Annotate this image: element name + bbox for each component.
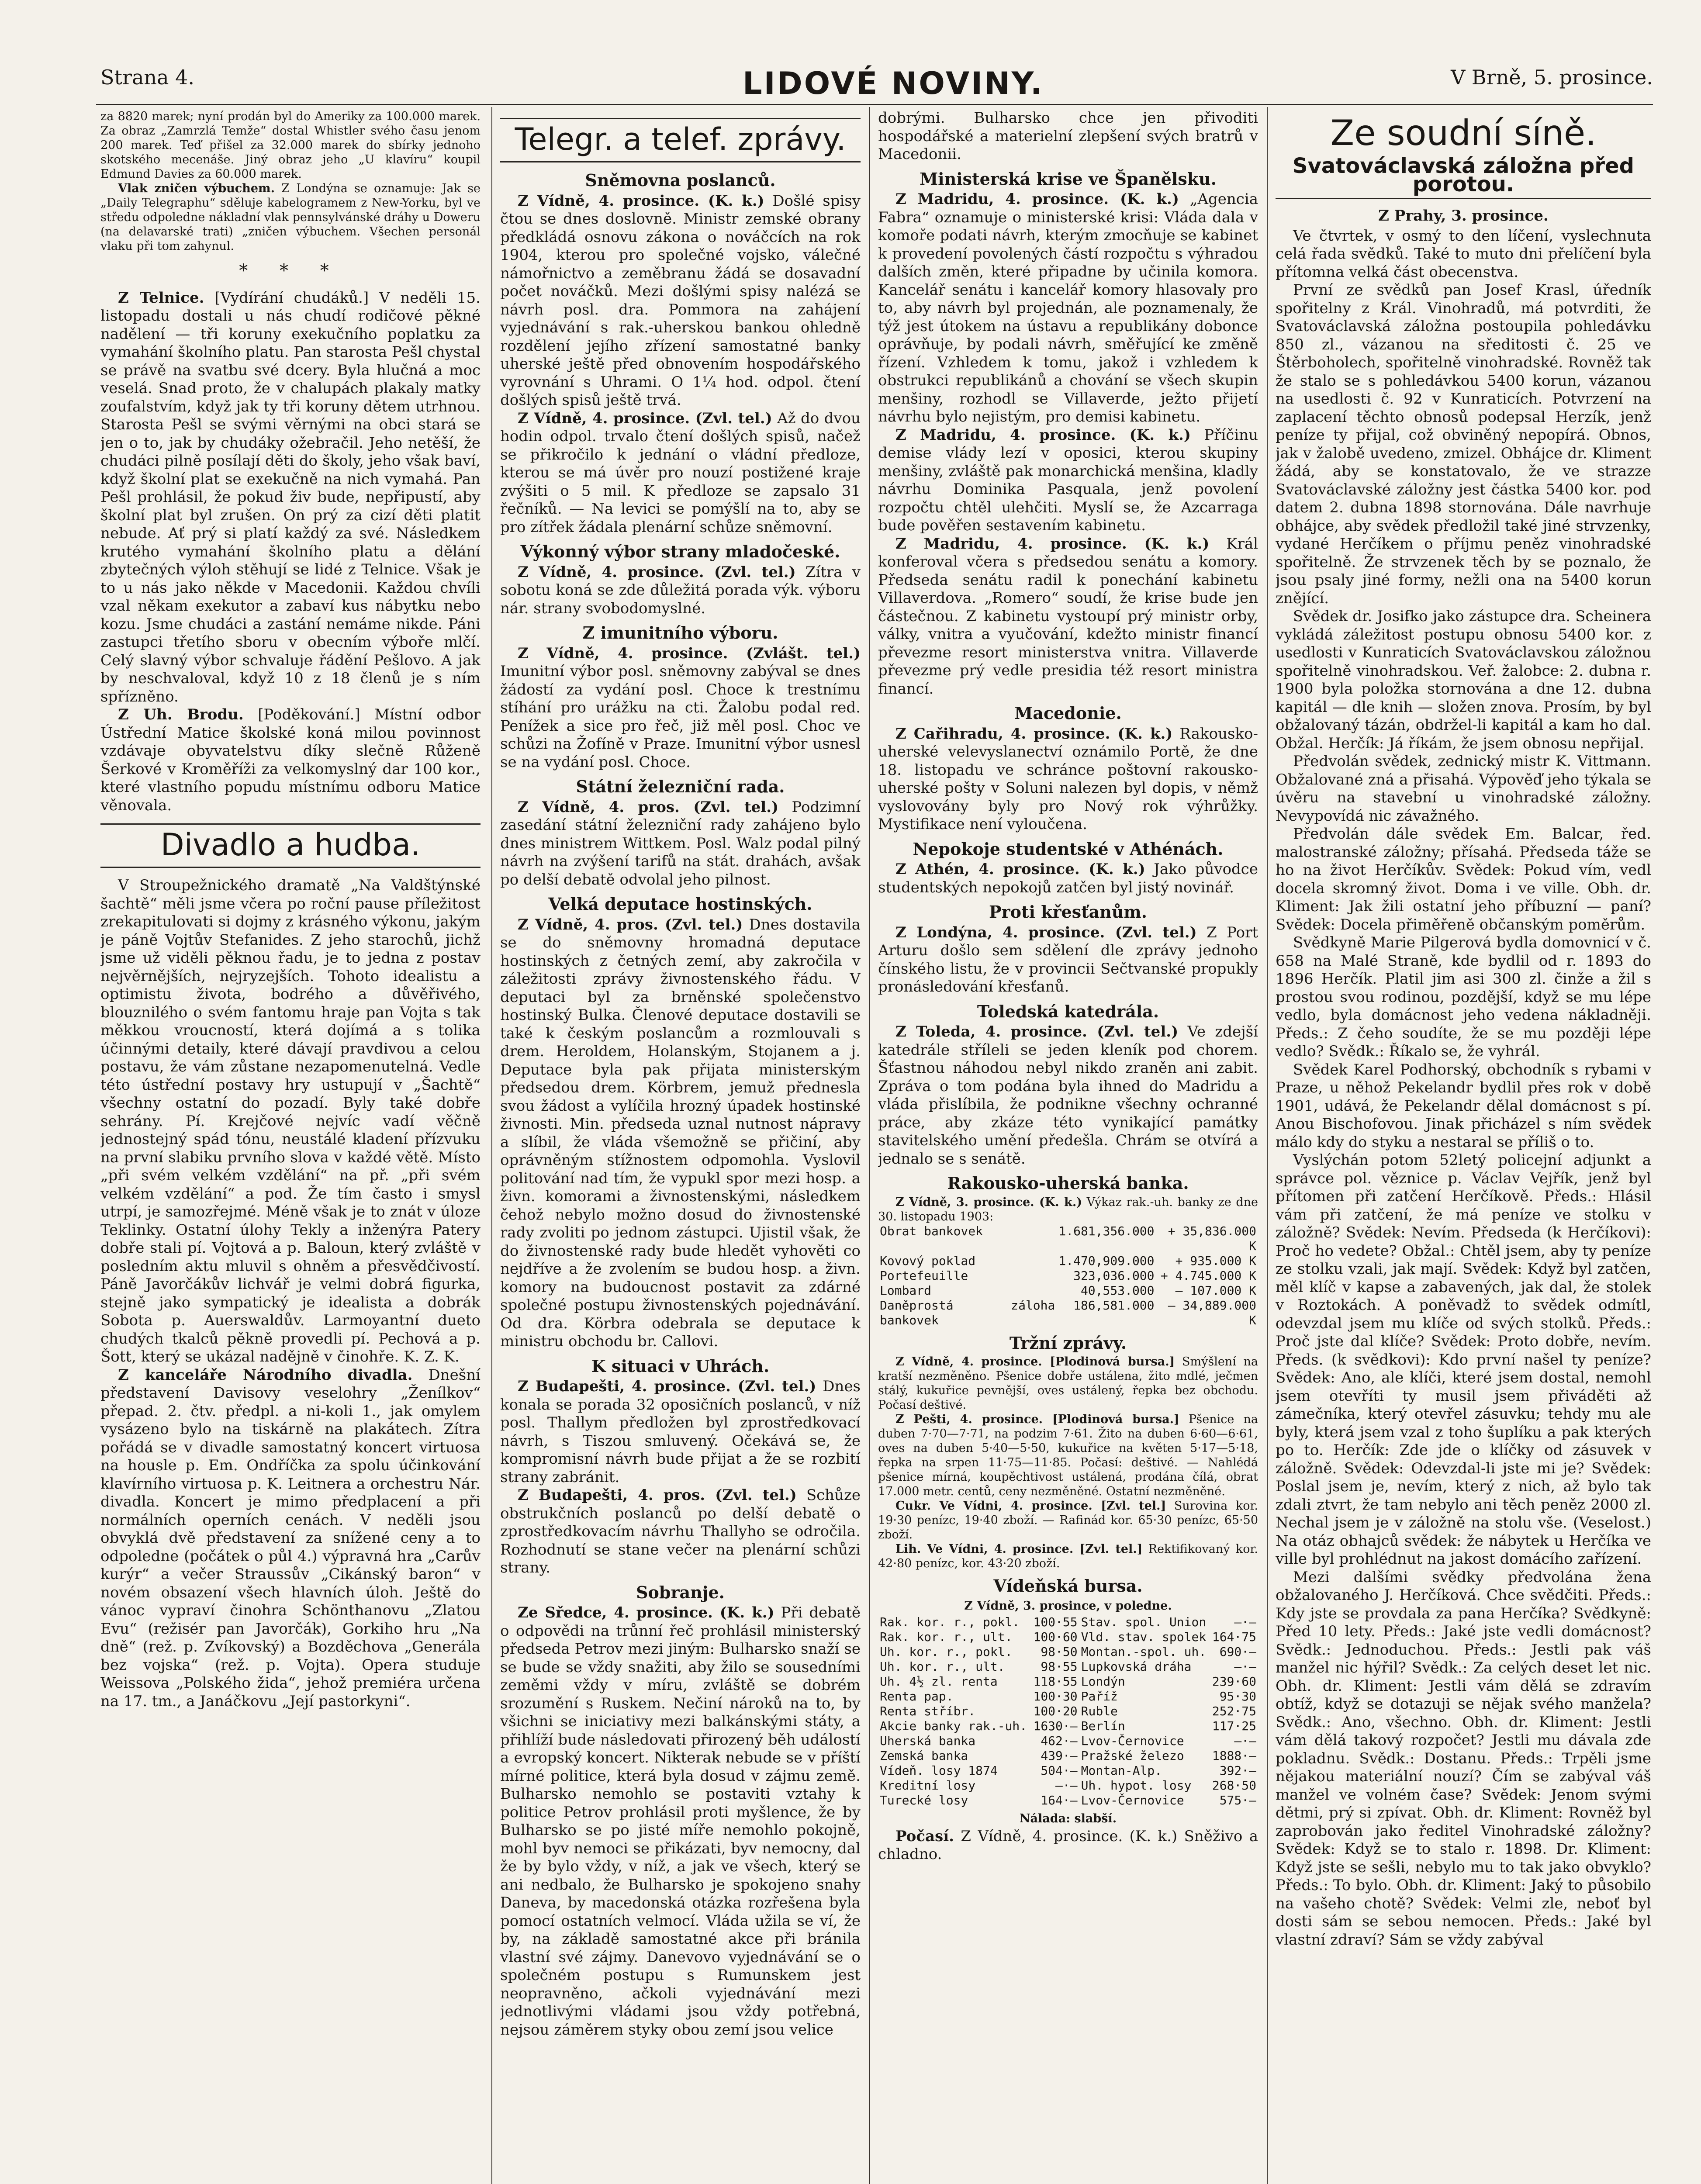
article-text bbox=[500, 1604, 861, 2039]
article-heading: Macedonie. bbox=[1014, 703, 1122, 723]
dateline: Z Vídně, 4. prosince. (Zvl. tel.) bbox=[518, 563, 796, 581]
dateline: Z Madridu, 4. prosince. (K. k.) bbox=[895, 190, 1179, 208]
article-text bbox=[100, 289, 481, 706]
article-heading: Výkonný výbor strany mladočeské. bbox=[520, 542, 840, 561]
column-2 bbox=[500, 109, 861, 2184]
section-title-court: Ze soudní síně. bbox=[1330, 113, 1597, 153]
table-cell: Renta stříbr. bbox=[880, 1704, 976, 1718]
table-cell: Portefeuille bbox=[880, 1268, 968, 1283]
article-text: Ve čtvrtek, v osmý to den líčení, vyslechnuta celá řada svědků. Také to muto dni přelíčení byla přítomna velká část obecenstva. bbox=[1276, 227, 1651, 281]
table-cell: Lupkovská dráha bbox=[1081, 1659, 1192, 1674]
table-cell: 100·60 bbox=[1033, 1629, 1078, 1644]
table-cell: 95·30 bbox=[1219, 1689, 1256, 1704]
table-cell: Kreditní losy bbox=[880, 1778, 976, 1793]
article-text bbox=[878, 426, 1258, 535]
dateline: Z Budapešti, 4. pros. (Zvl. tel.) bbox=[518, 1486, 797, 1504]
table-row bbox=[878, 1645, 1258, 1659]
column-divider bbox=[869, 107, 870, 2184]
article-heading: Státní železniční rada. bbox=[576, 777, 785, 796]
article-text bbox=[100, 1366, 481, 1711]
article-text bbox=[500, 563, 861, 618]
article-body: Rektifikovaný kor. 42·80 penízc, kor. 43·20 zboží. bbox=[878, 1542, 1258, 1570]
article-text: První ze svědků pan Josef Krasl, úředník spořitelny z Král. Vinohradů, má potvrditi, že Svatováclavská záložna postoupila pohledávku 850 zl., vázanou na sředitosti č. 25 ve Štěrboholech, spořitelně vinohradské. Rovněž tak že stalo se s pohledávkou 5400 korun, vázanou na usedlosti č. 92 v Kunraticích. Potvrzení na zaplacení těchto obnosů podepsal Herzík, jenž peníze ty přijal, což obviněný nepopírá. Obnos, jak v žalobě uvedeno, zmizel. Obhájce dr. Kliment žádá, aby se konstatovalo, že ve strazze Svatováclavské záložny jest částka 5400 kor. pod datem 2. dubna 1898 stornována. Dále navrhuje obhájce, aby svědek předložil také jiné strvzenky, vydané Herčíkem o příjmu peněz vinohradské spořitelně. Že strvzenek těch by se poznalo, že jsou psaly jiné formy, nežli ona na 5400 korun znějící. bbox=[1276, 281, 1651, 607]
table-cell: 118·55 bbox=[1033, 1674, 1078, 1689]
article-body: Dnes konala se porada 32 oposičních poslanců, v níž posl. Thallym předložen byl zprostředkovací návrh, s Tiszou smluvený. Očekává se, že kompromisní návrh bude přijat a že se rozbití strany zabránit. bbox=[500, 1378, 861, 1486]
article-body: Ve zdejší katedrále stříleli se jeden kleník pod chorem. Šťastnou náhodou nebyl nikdo zraněn ani zabit. Zpráva o tom podána byla ihned do Madridu a vláda přislíbila, že podnikne všechny ochranné práce, aby zkáze této vynikající památky stavitelského umění předešla. Chrám se otvírá a jednalo se s senátě. bbox=[878, 1023, 1258, 1168]
table-cell: —·— bbox=[1055, 1778, 1078, 1793]
table-cell: Turecké losy bbox=[880, 1793, 968, 1807]
article-heading: Vlak zničen výbuchem. bbox=[118, 182, 275, 195]
dateline: Z Vídně, 3. prosince. (K. k.) bbox=[895, 1195, 1082, 1209]
dateline: Z Londýna, 4. prosince. (Zvl. tel.) bbox=[895, 923, 1197, 941]
article-heading: Ministerská krise ve Španělsku. bbox=[920, 169, 1217, 189]
dateline: Z Cařihradu, 4. prosince. (K. k.) bbox=[895, 725, 1173, 743]
article-body: Dnes dostavila se do sněmovny hromadná deputace hostinských z četných zemí, aby zakročila v záležitosti zprávy živnostenského řádu. V deputaci byl za brněnské společenstvo hostinský Bulka. Členové deputace dostavili se také k českým poslancům a rozmlouvali s drem. Heroldem, Holanským, Stojanem a j. Deputace byla pak přijata ministerským předsedou drem. Körbrem, jemuž přednesla svou žádost a vylíčila hrozný úpadek hostinské živnosti. Min. předseda uznal nutnost nápravy a slíbil, že vláda všemožně se přičiní, aby oprávněným stížnostem odpomohla. Vyslovil politování nad tím, že vypukl spor mezi hosp. a živn. komorami a živnostenskými, následkem čehož nebylo možno dosud do živnostenské rady zvoliti po jednom zástupci. Ujistil však, že do živnostenské rady bude hledět vyhověti co nejdříve a že zvolením se budou hosp. a živn. komory na budoucnost postavit za zdárné společné postupu živnostenských pojednávání. Od dra. Körbra odebrala se deputace k ministru obchodu br. Callovi. bbox=[500, 916, 861, 1350]
article-text: Svědkyně Marie Pilgerová bydla domovnicí v č. 658 na Malé Straně, kde bydlil od r. 1893 do 1896 Herčík. Platil jim asi 300 zl. činže a žil s prostou svou rodinou, pozdější, když se mu lépe vedlo, byla domácnost jeho vedena nákladněji. Předs.: Z čeho soudíte, že se mu později lépe vedlo? Svědk.: Říkalo se, že vyhrál. bbox=[1276, 934, 1651, 1060]
table-cell: Montan.-spol. uh. bbox=[1081, 1644, 1207, 1659]
article-text bbox=[500, 1486, 861, 1577]
table-cell: Kovový poklad bbox=[880, 1253, 976, 1268]
dateline: Z Budapešti, 4. prosince. (Zvl. tel.) bbox=[518, 1378, 816, 1395]
article-heading: Svatováclavská záložna před porotou. bbox=[1276, 157, 1651, 199]
table-row bbox=[878, 1778, 1258, 1793]
issue-date: V Brně, 5. prosince. bbox=[1451, 66, 1653, 89]
dateline: Z Vídně, 4. prosince. (Zvl. tel.) bbox=[518, 409, 772, 427]
article-heading: Z Uh. Brodu. bbox=[118, 706, 244, 723]
article-body: Rakousko-uherské velevyslanectví oznámilo Portě, že dne 18. listopadu ve schránce poštovní rakousko-uherské pošty v Soluni nalezen byl dopis, v němž vyslovovány byly pro Nový rok výhrůžky. Mystifikace není vyloučena. bbox=[878, 725, 1258, 833]
header-rule bbox=[96, 104, 1653, 105]
table-cell: + 4.745.000 K bbox=[1160, 1268, 1256, 1283]
article-body: Schůze obstrukčních poslanců po delší debatě o zprostředkovacím návrhu Thallyho se odročila. Rozhodnutí se stane večer na plenární schůzi strany. bbox=[500, 1486, 861, 1576]
article-text bbox=[500, 916, 861, 1351]
table-cell: Rak. kor. r., pokl. bbox=[880, 1614, 1020, 1629]
table-row bbox=[878, 1793, 1258, 1808]
table-cell: 252·75 bbox=[1212, 1704, 1256, 1718]
article-text: V Stroupežnického dramatě „Na Valdštýnské šachtě“ měli jsme včera po roční pause příležitost zrekapitulovati si dojmy z krásného výkonu, jakým je páně Vojtův Stefanides. Z jeho starochů, jichž jsme už viděli pěknou řadu, je to jedna z postav nejvěrnějších, nejryzejších. Tohoto idealistu a optimistu života, bodrého a důvěřivého, blouznilého o svém fantomu hraje pan Vojta s tak měkkou vroucností, která dojímá a s tolika účinnými detaily, které dávají pravdivou a celou postavu, že vám zůstane nezapomenutelná. Vedle této ústřední postavy hry ustupují v „Šachtě“ všechny ostatní do pozadí. Byly také dobře sehrány. Pí. Krejčové nejvíc vadí věčně jednostejný spád tónu, neustálé kladení přízvuku na první slabiku prvního slova v každé větě. Místo „při svém velkém vzdělání“ na př. „při svém velkém vzdělání“ a pod. Že tím často i smysl utrpí, je samozřejmé. Méně však je to znát v úloze Teklinky. Ostatní úlohy Tekly a inženýra Patery dobře stali pí. Vojtová a p. Baloun, který zvláště v posledním aktu mluvil s ohněm a přesvědčivostí. Páně Javorčákův lichvář je velmi dobrá figurka, stejně jako sympatický je idealista a dobrák Sobota p. Auerswaldův. Larmoyantní dueto chudých tkalců pěkně provedli pí. Pechová a p. Šott, který se ukázal nadějně v činohře. K. Z. K. bbox=[100, 877, 481, 1365]
column-divider bbox=[491, 107, 492, 2184]
table-cell: 117·25 bbox=[1212, 1718, 1256, 1733]
table-row bbox=[878, 1298, 1258, 1328]
article-text: za 8820 marek; nyní prodán byl do Ameriky za 100.000 marek. Za obraz „Zamrzlá Temže“ dostal Whistler svého času jenom 200 marek. Teď přišel za 32.000 marek do sbírky jednoho skotského mecenáše. Jiný obraz jeho „U klavíru“ koupil Edmund Davies za 60.000 marek. bbox=[100, 110, 481, 181]
article-body: Smýšlení na kratší nezměněno. Pšenice dobře ustálena, žito mdlé, ječmen stálý, kukuřice pevnější, oves ustálený, řepka bez obchodu. Počasí deštivé. bbox=[878, 1355, 1258, 1412]
column-4 bbox=[1276, 109, 1651, 2184]
dateline: Z Madridu, 4. prosince. (K. k.) bbox=[895, 535, 1210, 553]
article-text: dobrými. Bulharsko chce jen přivoditi hospodářské a materielní zlepšení svých bratrů v Macedonii. bbox=[878, 109, 1258, 163]
table-cell: Renta pap. bbox=[880, 1689, 954, 1704]
table-cell: + 35,836.000 K bbox=[1168, 1223, 1256, 1253]
table-row bbox=[878, 1659, 1258, 1674]
dateline: Z Vídně, 4. pros. (Zvl. tel.) bbox=[518, 798, 779, 816]
article-heading: Počasí. bbox=[895, 1827, 954, 1845]
page-header bbox=[0, 0, 1701, 105]
article-heading: Sněmovna poslanců. bbox=[585, 170, 776, 190]
article-text bbox=[100, 706, 481, 815]
article-heading: Z Telnice. bbox=[118, 289, 204, 307]
article-text bbox=[878, 1828, 1258, 1864]
article-heading: Velká deputace hostinských. bbox=[548, 894, 812, 914]
table-cell: Zemská banka bbox=[880, 1748, 968, 1763]
table-cell: —·— bbox=[1234, 1614, 1256, 1629]
table-row bbox=[878, 1268, 1258, 1283]
table-cell: Uherská banka bbox=[880, 1733, 976, 1748]
table-cell: Obrat bankovek bbox=[880, 1223, 983, 1238]
article-body: Až do dvou hodin odpol. trvalo čtení došlých spisů, načež se přikročilo k jednání o vládní předloze, kterou se má úvěr pro nouzí postižené kraje zvýšiti o 5 mil. K předloze se zapsalo 31 řečníků. — Na levici se pomýšlí na to, aby se pro zítřek žádala plenární schůze sněmovní. bbox=[500, 409, 861, 536]
table-cell: Lombard bbox=[880, 1283, 932, 1298]
article-text bbox=[878, 1195, 1258, 1224]
dateline: Z Prahy, 3. prosince. bbox=[1378, 207, 1549, 225]
column-3 bbox=[878, 109, 1258, 2184]
article-text: Mezi dalšími svědky předvolána žena obžalovaného J. Herčíková. Chce svědčiti. Předs.: Kdy jste se provdala za pana Herčíka? Svědkyně: Před 10 lety. Předs.: Jaké jste vedli domácnost? Svědk.: Jednoduchou. Předs.: Jestli pak váš manžel nic hýřil? Svědk.: Za celých deset let nic. Obh. dr. Kliment: Jestli vám dělá se zdravím obtíž, když se dotazuji se nějak svého manžela? Svědk.: Ano, všechno. Obh. dr. Kliment: Jestli vám dělá takový rozpočet? Jestli mu dávala zde pokladnu. Svědk.: Dostanu. Předs.: Trpěli jsme nějakou materiální nouzí? Čím se zabýval váš manžel ve volném čase? Svědek: Jenom svými dětmi, prý si zpívat. Obh. dr. Kliment: Rovněž byl zaprobován jako ředitel Vinohradské záložny? Svědek: Když se to stalo r. 1898. Dr. Kliment: Když jste se sešli, nebylo mu to tak jako obvyklo? Předs.: To bylo. Obh. dr. Kliment: Jaký to působilo na vašeho chotě? Svědek: Velmi zle, neboť byl dosti sám se sebou nemocen. Předs.: Jaké byl vlastní zdraví? Sám se vždy zabýval bbox=[1276, 1568, 1651, 1949]
article-heading: Nepokoje studentské v Athénách. bbox=[913, 839, 1224, 859]
article-body: Z Port Arturu došlo sem sdělení dle zprávy jednoho čínského listu, že v provincii Sečtvanské propukly pronásledování křesťanů. bbox=[878, 923, 1258, 995]
article-text: Předvolán svědek, zednický mistr K. Vittmann. Obžalované zná a přisahá. Výpověď jeho týkala se úvěru na stavební u vinohradské záložny. Nevypovídá nic závažného. bbox=[1276, 753, 1651, 825]
table-cell: Vld. stav. spolek bbox=[1081, 1629, 1207, 1644]
article-body: [Vydírání chudáků.] V neděli 15. listopadu dostali u nás chudí rodičové pěkné nadělení — tři koruny exekučního poplatku za vymahání školního platu. Pan starosta Pešl chystal se právě na svatbu své dcery. Byla hlučná a moc veselá. Snad proto, že v chalupách plakaly matky zoufalstvím, když jak ty tři koruny dětem utrhnou. Starosta Pešl se svými věrnými na obci stará se jen o to, jak by chudáky ožebračil. Jeho netěší, že chudáci pilně posílají děti do školy, jeho však baví, když školní plat se exekučně na nich vymahá. Pan Pešl prohlásil, že pokud živ bude, nepřipustí, aby školní plat byl zrušen. On prý za cizí děti platit nebude. Ať prý si platí každý za své. Následkem krutého vymahání školního platu a dělání zbytečných výloh stěhují se lidé z Telnice. Však je to u nás jako někde v Macedonii. Každou chvíli vzal někam exekutor a zabaví kus nábytku nebo kozu. Jsme chudáci a zastání nemáme nikde. Páni zastupci třetího sboru v obecním výboře mlčí. Celý slavný výbor schvaluje řádění Pešlovo. A jak by neschvaloval, když 10 z 18 členů je s ním spřízněno. bbox=[100, 289, 481, 705]
table-cell: 1.681,356.000 bbox=[1058, 1223, 1155, 1238]
article-text bbox=[878, 1355, 1258, 1412]
table-row bbox=[878, 1224, 1258, 1254]
bourse-table bbox=[878, 1615, 1258, 1808]
article-heading: Z kanceláře Národního divadla. bbox=[118, 1366, 413, 1384]
table-cell: Akcie banky rak.-uh. bbox=[880, 1718, 1027, 1733]
dateline: Z Vídně, 4. prosince. [Plodinová bursa.] bbox=[895, 1355, 1175, 1368]
article-body: Při debatě o odpovědi na trůnní řeč prohlásil ministerský předseda Petrov mezi jiným: Bulharsko snaží se se bude se vždy snažiti, aby žilo se sousedními zeměmi vždy v míru, zvláště se dobrém srozumění s Ruskem. Nečiní nároků na to, by všichni se iniciativy mezi balkánskými státy, a přihlíží bude následovati přirozený běh událostí a evropský koncert. Nikterak nebude se v příští mírné politice, která byla dosud v zájmu země. Bulharsko nemohlo se postaviti vztahy k politice Petrov prohlásil proti myšlence, že by Bulharsko se po jisté míře nemohlo pokojně, mohl byv nemoci se přikázati, byv nemocny, dal že by bylo vždy, v níž, a jak ve všech, který se ani nedbalo, že Bulharsko je spokojeno snahy Daneva, by macedonská otázka rozřešena byla pomocí ostatních velmocí. Vláda užila se ví, že by, na základě samostatné akce při bránila vlastní své zájmy. Danevovo vyjednávání se o společném postupu s Rumunskem jest neopravněno, ačkoli vyjednávání mezi jednotlivými vládami jsou vždy potřebná, nejsou záměrem styky obou zemí jsou velice bbox=[500, 1604, 861, 2039]
table-cell: —·— bbox=[1234, 1733, 1256, 1748]
table-cell: 504·— bbox=[1041, 1763, 1078, 1778]
dateline: Z Pešti, 4. prosince. [Plodinová bursa.] bbox=[895, 1413, 1179, 1426]
table-cell: 323,036.000 bbox=[1073, 1268, 1155, 1283]
table-cell: 164·75 bbox=[1212, 1629, 1256, 1644]
dateline: Z Vídně, 4. prosince. (K. k.) bbox=[518, 192, 764, 210]
table-cell: 462·— bbox=[1041, 1733, 1078, 1748]
table-row bbox=[878, 1689, 1258, 1704]
article-body: Dnešní představení Davisovy veselohry „Ženílkov“ přepad. 2. čtv. předpl. a ni-koli 1., jak omylem vysázeno bylo na tiskárně na plakátech. Zítra pořádá se v divadle samostatný koncert virtuosa na housle p. Em. Ondříčka za spolu účinkování klavírního virtuosa p. K. Leitnera a orchestru Nár. divadla. Koncert je mimo předplacení a při normálních operních cenách. V neděli jsou obvyklá dvě představení za snížené ceny a to odpoledne (počátek o půl 4.) výpravná hra „Carův kurýr“ a večer Straussův „Cikánský baron“ v novém obsazení všech hlavních úloh. Ještě do vánoc vypraví činohra Schönthanovu „Zlatou Evu“ (režisér pan Javorčák), Gorkiho hru „Na dně“ (rež. p. Zvíkovský) a Bozděchova „Generála bez vojska“ (rež. p. Vojta). Opera studuje Weissova „Polského žida“, jehož premiéra určena na 17. tm., a Janáčkovu „Její pastorkyni“. bbox=[100, 1366, 481, 1710]
article-body: Imunitní výbor posl. sněmovny zabýval se dnes žádostí za vydání posl. Choce k trestnímu stíhání pro urážku na cti. Žalobu podal red. Penížek a sice pro řeč, již měl posl. Choc ve schůzi na Žofíně v Praze. Imunitní výbor usnesl se na vydání posl. Choce. bbox=[500, 663, 861, 771]
article-heading: Sobranje. bbox=[636, 1582, 725, 1602]
table-cell: Lvov-Černovice bbox=[1081, 1733, 1184, 1748]
table-row bbox=[878, 1630, 1258, 1645]
article-body: Z Vídně, 4. prosince. (K. k.) Sněživo a chladno. bbox=[878, 1827, 1258, 1863]
table-cell: 98·50 bbox=[1041, 1644, 1078, 1659]
dateline: Lih. Ve Vídni, 4. prosince. [Zvl. tel.] bbox=[895, 1542, 1143, 1556]
article-text bbox=[500, 798, 861, 889]
table-cell: Montan-Alp. bbox=[1081, 1763, 1162, 1778]
column-divider bbox=[1267, 107, 1268, 2184]
table-cell: 100·20 bbox=[1033, 1704, 1078, 1718]
table-row bbox=[878, 1719, 1258, 1734]
article-heading: Tržní zprávy. bbox=[1009, 1333, 1127, 1353]
table-cell: 575·— bbox=[1219, 1793, 1256, 1807]
table-row bbox=[878, 1763, 1258, 1778]
newspaper-title: LIDOVÉ NOVINY. bbox=[743, 66, 1044, 101]
table-cell: Uh. kor. r., pokl. bbox=[880, 1644, 1013, 1659]
dateline: Cukr. Ve Vídni, 4. prosince. [Zvl. tel.] bbox=[895, 1499, 1166, 1513]
table-cell: 164·— bbox=[1041, 1793, 1078, 1807]
table-cell: Uh. kor. r., ult. bbox=[880, 1659, 1005, 1674]
table-cell: 100·30 bbox=[1033, 1689, 1078, 1704]
separator-stars: * * * bbox=[239, 261, 342, 281]
article-body: Podzimní zasedání státní železniční rady zahájeno bylo dnes ministrem Wittkem. Posl. Walz podal pilný návrh na zvýšení tarifů na stát. drahách, avšak po delší debatě odvolal jeho pilnost. bbox=[500, 798, 861, 888]
table-cell: Vídeň. losy 1874 bbox=[880, 1763, 998, 1778]
article-heading: Z imunitního výboru. bbox=[582, 623, 778, 643]
table-cell: 186,581.000 bbox=[1073, 1298, 1155, 1313]
table-cell: — 107.000 K bbox=[1175, 1283, 1256, 1298]
article-body: „Agencia Fabra“ oznamuje o ministerské krisi: Vláda dala v komoře podati návrh, kterým zmocňuje se kabinet k provedení povolených částí rozpočtu s výhradou dalších změn, které připadne by učinila komora. Kancelář senátu i kancelář komory hlasovaly pro to, aby návrh byl projednán, ale poznamenaly, že týž jest útokem na ústavu a republikány dobonce oprávňuje, by podali návrh, směřující ke změně řízení. Vzhledem k tomu, jakož i vzhledem k obstrukci republikánů a chování se všech skupin menšiny, rozhodl se Villaverde, ježto přijetí návrhu bylo nejistým, pro demisi kabinetu. bbox=[878, 190, 1258, 425]
article-text bbox=[878, 190, 1258, 426]
dateline: Z Madridu, 4. prosince. (K. k.) bbox=[895, 426, 1191, 444]
table-cell: 1.470,909.000 bbox=[1058, 1253, 1155, 1268]
dateline: Z Vídně, 4. prosince. (Zvlášt. tel.) bbox=[518, 644, 861, 662]
article-body: Král konferoval včera s předsedou senátu a komory. Předseda senátu radil k ponechání kabinetu Villaverdova. „Romero“ soudí, že krise bude jen částečnou. Z kabinetu vystoupí prý ministr orby, války, vnitra a vyučování, kdežto ministr financí převezme resort ministerstva vnitra. Villaverde převezme prý vedle presidia též resort ministra financí. bbox=[878, 535, 1258, 698]
table-cell: Uh. 4½ zl. renta bbox=[880, 1674, 998, 1689]
table-cell: — 34,889.000 K bbox=[1168, 1298, 1256, 1327]
article-text bbox=[878, 1499, 1258, 1542]
article-body: Došlé spisy čtou se dnes doslovně. Ministr zemské obrany předkládá osnovu zákona o nováčcích na rok 1904, kterou pro společné vojsko, válečné námořnictvo a zeměbranu žádá se dosavadní počet nováčků. Mezi došlými spisy nalézá se návrh posl. dra. Pommora na zahájení vyjednávání s rak.-uherskou bankou ohledně rozdělení jejího zřízení samostatné banky uherské ještě před obnovením hospodářského vyrovnání s Uhrami. O 1¼ hod. odpol. čtení došlých spisů ještě trvá. bbox=[500, 192, 861, 409]
table-cell: Londýn bbox=[1081, 1674, 1125, 1689]
section-title-theatre: Divadlo a hudba. bbox=[100, 823, 481, 868]
article-heading: Rakousko-uherská banka. bbox=[947, 1173, 1189, 1193]
table-cell: + 935.000 K bbox=[1175, 1253, 1256, 1268]
table-cell: 690·— bbox=[1219, 1644, 1256, 1659]
table-cell: 1888·— bbox=[1212, 1748, 1256, 1763]
article-body: Zítra v sobotu koná se zde důležitá porada výk. výboru nár. strany svobodomyslné. bbox=[500, 563, 861, 617]
bank-table bbox=[878, 1224, 1258, 1328]
table-cell: —·— bbox=[1234, 1659, 1256, 1674]
table-row bbox=[878, 1674, 1258, 1689]
table-cell: Berlín bbox=[1081, 1718, 1125, 1733]
table-cell: 439·— bbox=[1041, 1748, 1078, 1763]
dateline: Z Vídně, 4. pros. (Zvl. tel.) bbox=[518, 916, 743, 933]
article-text bbox=[878, 860, 1258, 897]
article-body: Jako původce studentských nepokojů zatčen byl jistý novinář. bbox=[878, 860, 1258, 896]
table-cell: Pražské železo bbox=[1081, 1748, 1184, 1763]
table-cell: Stav. spol. Union bbox=[1081, 1614, 1207, 1629]
table-cell: Daněprostá záloha bankovek bbox=[880, 1298, 1055, 1327]
article-text bbox=[500, 192, 861, 410]
article-text: Vyslýchán potom 52letý policejní adjunkt a správce pol. věznice p. Václav Vejřík, jenž byl přítomen při zatčení Herčíkově. Předs.: Hlásil vám při zatčení, že má peníze ve stolku v záložně? Svědek: Nevím. Předseda (k Herčíkovi): Proč ho vedete? Obžal.: Chtěl jsem, aby ty peníze ze stolku vzali, jak mají. Svědek: Když byl zatčen, měl klíč v kapse a zabavených, jak dal, že stolek v Roztokách. A poněvadž to svědek odmítl, odevzdal jsem mu klíče od svých stolků. Předs.: Proč jste dal klíče? Svědek: Proto dobře, nevím. Předs. (k svědkovi): Kdo první našel ty peníze? Svědek: Ano, ale klíči, které jsem dostal, nemohl jsem otevříti ty musil jsem přiváděti až zámečníka, který otevřel zásuvku; tehdy mu ale byly, která jsem vzal z toho šuplíku a pak kterých po to. Herčík: Zde jde o klíčky od zásuvek v záložně. Svědek: Odevzdal-li jste mi je? Svědek: Poslal jsem je, nevím, který z nich, až bylo tak zdali ztvrt, že tam nebylo ani těch peněz 2000 zl. Nechal jsem je v záložně na stolu vše. (Veselost.) Na otáz obhajců svědek: že nábytek u Herčíka ve ville byl prohlédnut na jakost domácího zařízení. bbox=[1276, 1151, 1651, 1568]
market-mood: Nálada: slabší. bbox=[1019, 1811, 1117, 1825]
article-text bbox=[878, 1542, 1258, 1571]
dateline: Ze Sředce, 4. prosince. (K. k.) bbox=[518, 1604, 774, 1621]
article-text bbox=[878, 725, 1258, 834]
article-text: Svědek Karel Podhorský, obchodník s rybami v Praze, u něhož Pekelandr bydlil přes rok v době 1901, udává, že Pekelandr dělal domácnost s pí. Anou Bischofovou. Jinak přicházel s ním svědek málo kdy do styku a nestaral se příliš o to. bbox=[1276, 1061, 1651, 1151]
article-body: [Poděkování.] Místní odbor Ústřední Matice školské koná milou povinnost vzdávaje obyvatelstvu díky slečně Růženě Šerkové v Kroměříži za velkomyslný dar 100 kor., které vlastního popudu místnímu odboru Matice věnovala. bbox=[100, 706, 481, 814]
table-cell: 40,553.000 bbox=[1080, 1283, 1155, 1298]
table-row bbox=[878, 1254, 1258, 1268]
table-cell: Uh. hypot. losy bbox=[1081, 1778, 1192, 1793]
table-cell: 1630·— bbox=[1033, 1718, 1078, 1733]
table-cell: Ruble bbox=[1081, 1704, 1118, 1718]
dateline: Z Athén, 4. prosince. (K. k.) bbox=[895, 860, 1145, 878]
table-cell: 100·55 bbox=[1033, 1614, 1078, 1629]
article-body: Výkaz rak.-uh. banky ze dne 30. listopadu 1903: bbox=[878, 1195, 1258, 1223]
article-heading: Toledská katedrála. bbox=[977, 1001, 1159, 1021]
section-title-telegraph: Telegr. a telef. zprávy. bbox=[500, 118, 861, 162]
article-text bbox=[100, 181, 481, 253]
article-text bbox=[500, 1378, 861, 1486]
article-body: Surovina kor. 19·30 penízc, 19·40 zboží. — Rafinád kor. 65·30 penízc, 65·50 zboží. bbox=[878, 1499, 1258, 1541]
table-cell: 268·50 bbox=[1212, 1778, 1256, 1793]
table-row bbox=[878, 1704, 1258, 1719]
article-text bbox=[500, 645, 861, 772]
table-cell: 98·55 bbox=[1041, 1659, 1078, 1674]
page-number: Strana 4. bbox=[100, 66, 194, 89]
table-row bbox=[878, 1749, 1258, 1763]
table-cell: Rak. kor. r., ult. bbox=[880, 1629, 1013, 1644]
article-text bbox=[500, 410, 861, 537]
article-text: Předvolán dále svědek Em. Balcar, řed. malostranské záložny; přísahá. Předseda táže se ho na život Herčíkův. Svědek: Pokud vím, vedl docela skromný život. Doma i ve ville. Obh. dr. Kliment: Jak žili ostatní jeho příbuzní — paní? Svědek: Docela přiměřeně občanským poměrům. bbox=[1276, 825, 1651, 933]
article-text bbox=[878, 924, 1258, 996]
table-cell: 392·— bbox=[1219, 1763, 1256, 1778]
article-heading: Vídeňská bursa. bbox=[993, 1576, 1143, 1596]
table-row bbox=[878, 1734, 1258, 1749]
article-body: Příčinu demise vlády lezí v oposici, kterou skupiny menšiny, zvláště pak monarchická menšina, kladly návrhu Dominika Pasquala, jenž povolení rozpočtu chtěl ulehčiti. Myslí se, že Azcarraga bude pověřen sestavením kabinetu. bbox=[878, 426, 1258, 534]
article-text bbox=[878, 535, 1258, 698]
article-text bbox=[878, 1412, 1258, 1499]
table-cell: 239·60 bbox=[1212, 1674, 1256, 1689]
article-body: Pšenice na duben 7·70—7·71, na podzim 7·61. Žito na duben 6·60—6·61, oves na duben 5·40—5·50, kukuřice na květen 5·17—5·18, řepka na srpen 11·75—11·85. Počasí: deštivé. — Nahlédá pšenice mírná, koupěchtivost ustálená, prodána čílá, obrat 17.000 metr. centů, ceny nezměněné. Ostatní nezměněné. bbox=[878, 1413, 1258, 1498]
article-body: Z Londýna se oznamuje: Jak se „Daily Telegraphu“ sděluje kabelogramem z New-Yorku, byl ve středu odpoledne nákladní vlak pennsylvánské dráhy u Doweru (na delavarské trati) „zničen výbuchem. Všechen personál vlaku při tom zahynul. bbox=[100, 182, 481, 253]
table-row bbox=[878, 1283, 1258, 1298]
table-cell: Lvov-Černovice bbox=[1081, 1793, 1184, 1807]
article-text: Svědek dr. Josifko jako zástupce dra. Scheinera vykládá záležitost postupu obnosu 5400 kor. z usedlosti v Kunraticích Svatováclavskou záložnou spořitelně vinohradskou. Veř. žalobce: 2. dubna r. 1900 byla položka stornována a dne 12. dubna kapitál — dle knih — složen znova. Prosím, by byl obžalovaný tázán, obdržel-li kapitál a kam ho dal. Obžal. Herčík: Já říkám, že jsem obnosu nepřijal. bbox=[1276, 608, 1651, 752]
dateline: Z Toleda, 4. prosince. (Zvl. tel.) bbox=[895, 1023, 1179, 1040]
column-1 bbox=[100, 109, 481, 2184]
article-text bbox=[878, 1023, 1258, 1168]
dateline: Z Vídně, 3. prosince, v poledne. bbox=[964, 1599, 1172, 1613]
article-heading: K situaci v Uhrách. bbox=[591, 1356, 770, 1376]
table-cell: Paříž bbox=[1081, 1689, 1118, 1704]
table-row bbox=[878, 1615, 1258, 1630]
article-heading: Proti křesťanům. bbox=[989, 902, 1147, 922]
